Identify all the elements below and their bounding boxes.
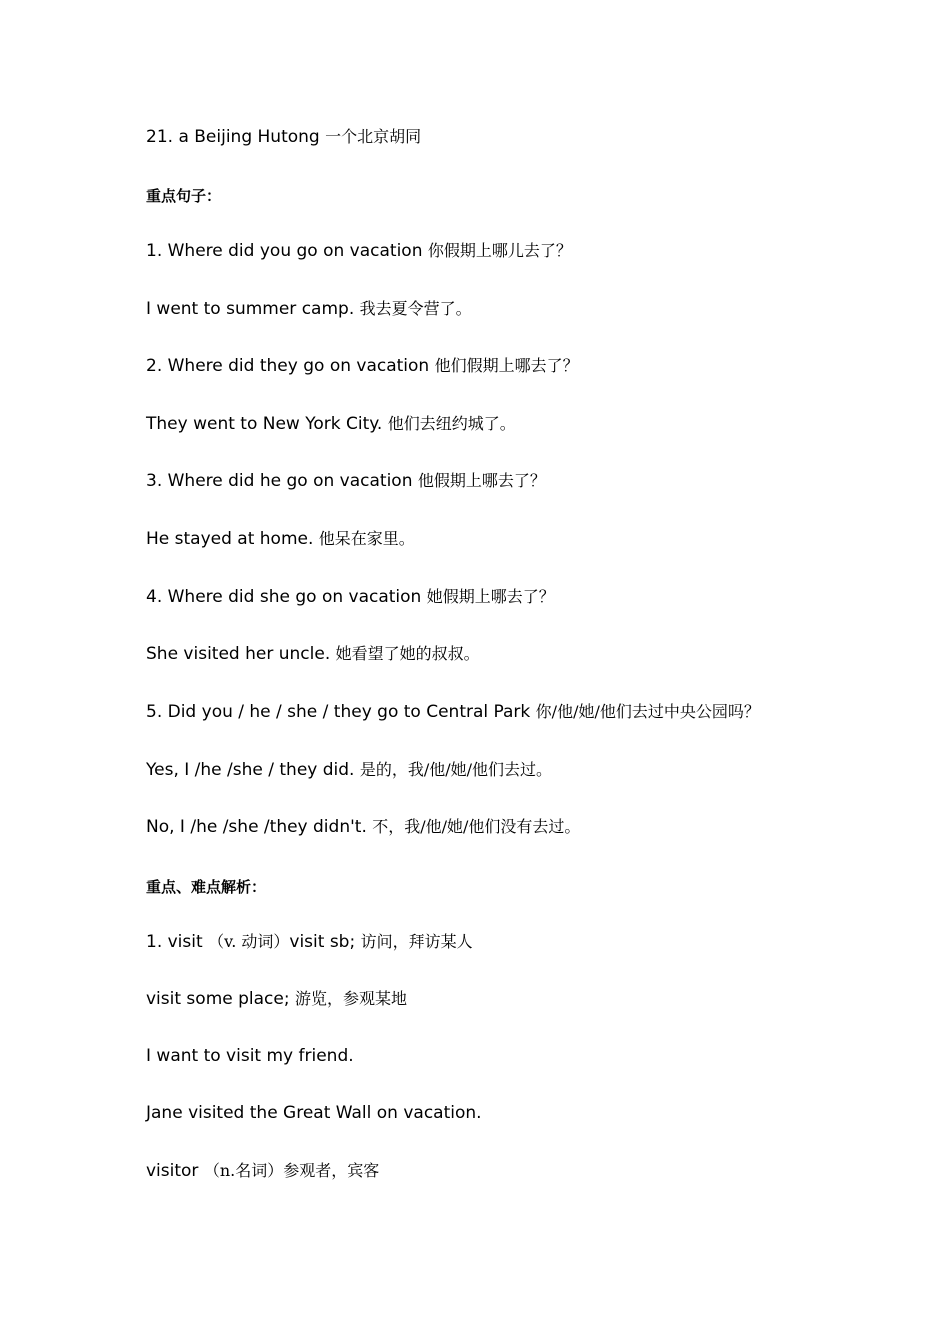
sentence-en: 3. Where did he go on vacation	[146, 471, 418, 491]
sentence-en: 5. Did you / he / she / they go to Central Park	[146, 702, 536, 722]
vocab-item-21	[146, 126, 421, 148]
sentence-zh: 我去夏令营了。	[359, 299, 472, 318]
sentence-3-answer	[146, 528, 415, 550]
sentence-zh: 你/他/她/他们去过中央公园吗？	[535, 702, 760, 721]
sentence-4-question	[146, 586, 555, 608]
heading-key-analysis: 重点、难点解析：	[146, 878, 267, 896]
analysis-en: Jane visited the Great Wall on vacation.	[146, 1103, 482, 1123]
sentence-zh: 他假期上哪去了？	[417, 471, 546, 490]
sentence-zh: 她假期上哪去了？	[426, 587, 555, 606]
sentence-en: 1. Where did you go on vacation	[146, 241, 428, 261]
sentence-zh: 他们去纽约城了。	[387, 414, 516, 433]
analysis-zh: 访问，拜访某人	[360, 932, 473, 951]
sentence-en: I went to summer camp.	[146, 299, 360, 319]
analysis-en: 1. visit	[146, 932, 209, 952]
sentence-5-answer-no	[146, 816, 580, 838]
sentence-zh: 是的，我/他/她/他们去过。	[359, 760, 553, 779]
sentence-en: They went to New York City.	[146, 414, 388, 434]
sentence-2-answer	[146, 413, 516, 435]
sentence-1-question	[146, 240, 572, 262]
analysis-example-2	[146, 1102, 482, 1124]
sentence-zh: 他呆在家里。	[318, 529, 415, 548]
sentence-4-answer	[146, 643, 480, 665]
sentence-en: Yes, I /he /she / they did.	[146, 760, 360, 780]
sentence-5-question	[146, 701, 760, 723]
analysis-zh: （v. 动词）	[208, 932, 290, 951]
sentence-1-answer	[146, 298, 472, 320]
analysis-en: visit sb;	[289, 932, 361, 952]
vocab-item-21-en: 21. a Beijing Hutong	[146, 127, 326, 147]
analysis-example-1	[146, 1045, 354, 1067]
sentence-en: 4. Where did she go on vacation	[146, 587, 427, 607]
sentence-2-question	[146, 355, 579, 377]
analysis-visit-verb	[146, 931, 473, 953]
sentence-5-answer-yes	[146, 759, 552, 781]
analysis-visit-place	[146, 988, 407, 1010]
sentence-zh: 她看望了她的叔叔。	[335, 644, 480, 663]
heading-key-sentences: 重点句子：	[146, 187, 222, 205]
sentence-en: She visited her uncle.	[146, 644, 336, 664]
analysis-en: visitor	[146, 1161, 204, 1181]
sentence-en: No, I /he /she /they didn't.	[146, 817, 373, 837]
sentence-zh: 你假期上哪儿去了？	[427, 241, 572, 260]
sentence-en: 2. Where did they go on vacation	[146, 356, 435, 376]
sentence-zh: 不，我/他/她/他们没有去过。	[372, 817, 581, 836]
sentence-en: He stayed at home.	[146, 529, 319, 549]
analysis-en: visit some place;	[146, 989, 295, 1009]
analysis-zh: （n.名词）参观者，宾客	[203, 1161, 380, 1180]
sentence-3-question	[146, 470, 546, 492]
analysis-visitor-noun	[146, 1160, 379, 1182]
sentence-zh: 他们假期上哪去了？	[434, 356, 579, 375]
vocab-item-21-zh: 一个北京胡同	[325, 127, 422, 146]
analysis-en: I want to visit my friend.	[146, 1046, 354, 1066]
analysis-zh: 游览，参观某地	[294, 989, 407, 1008]
